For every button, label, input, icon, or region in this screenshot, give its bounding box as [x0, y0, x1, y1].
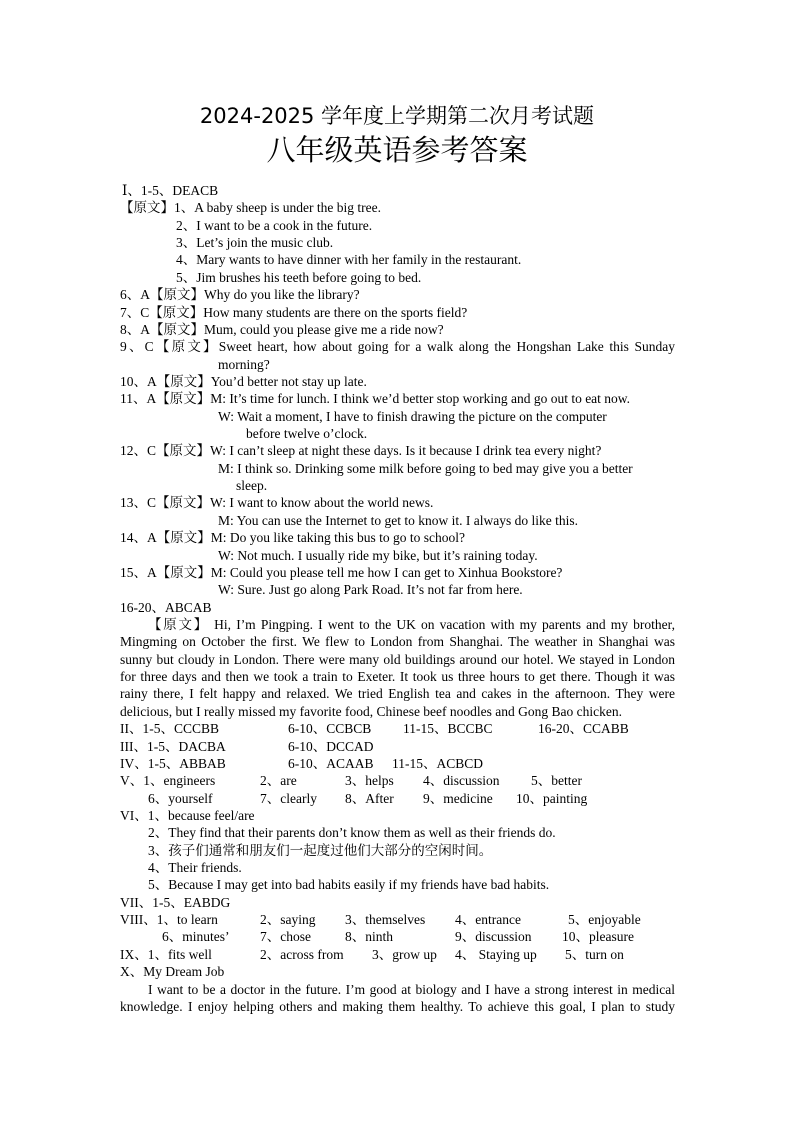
answer-item: 10、painting — [516, 790, 588, 806]
answer-item: 8、ninth — [345, 929, 394, 945]
question-8-answer: 8、A【原文】Mum, could you please give me a ride now? — [120, 321, 444, 337]
essay-line: knowledge. I enjoy helping others and making them healthy. To achieve this goal, I plan to study — [120, 998, 675, 1014]
part-10-heading: X、My Dream Job — [120, 964, 225, 980]
part-6-answer-2: 2、They find that their parents don’t know them as well as their friends do. — [148, 825, 556, 841]
question-12-dialog-line: M: I think so. Drinking some milk before going to bed may give you a better — [218, 460, 633, 476]
part-6-answer-1: VI、1、because feel/are — [120, 807, 255, 823]
part-5-answers-row-2 — [0, 790, 794, 807]
answer-item: VIII、1、to learn — [120, 912, 218, 928]
answer-item: 5、enjoyable — [568, 912, 641, 928]
answer-item: 5、turn on — [565, 946, 624, 962]
answer-item: 4、 Staying up — [455, 946, 537, 962]
answer-item: 3、themselves — [345, 912, 426, 928]
answer-item: 8、After — [345, 790, 394, 806]
answer-item: 2、across from — [260, 946, 344, 962]
part-6-answer-5: 5、Because I may get into bad habits easily if my friends have bad habits. — [148, 877, 550, 893]
answer-group: 11-15、BCCBC — [403, 721, 493, 737]
question-12-answer: 12、C【原文】W: I can’t sleep at night these days. Is it because I drink tea every night? — [120, 443, 602, 459]
question-15-dialog-line: W: Sure. Just go along Park Road. It’s not far from here. — [218, 582, 523, 598]
question-9-continuation: morning? — [218, 356, 270, 372]
answer-group: 16-20、CCABB — [538, 721, 629, 737]
essay-line: I want to be a doctor in the future. I’m good at biology and I have a strong interest in medical — [148, 981, 675, 997]
part-6-answer-3: 3、孩子们通常和朋友们一起度过他们大部分的空闲时间。 — [148, 842, 493, 858]
answer-key-body — [0, 182, 794, 1015]
answer-item: 4、discussion — [423, 773, 500, 789]
script-line-5: 5、Jim brushes his teeth before going to bed. — [176, 269, 422, 285]
part-7-answers: VII、1-5、EABDG — [120, 894, 231, 910]
passage-line: sunny but cloudy in London. There were many old buildings around our hotel. We stayed in London — [120, 651, 675, 667]
answer-item: 10、pleasure — [562, 929, 634, 945]
part-1-answers-16-20: 16-20、ABCAB — [120, 599, 212, 615]
answer-item: 7、chose — [260, 929, 311, 945]
answer-group: IV、1-5、ABBAB — [120, 755, 226, 771]
answer-item: 9、discussion — [455, 929, 532, 945]
question-7-answer: 7、C【原文】How many students are there on the sports field? — [120, 304, 468, 320]
passage-line: for three days and then we took a train to Exeter. It took us three hours to get there. Though it was — [120, 669, 675, 685]
question-6-answer: 6、A【原文】Why do you like the library? — [120, 287, 360, 303]
answer-group: 6-10、DCCAD — [288, 738, 374, 754]
answer-group: II、1-5、CCCBB — [120, 721, 220, 737]
answer-item: 6、yourself — [148, 790, 213, 806]
answer-item: 3、grow up — [372, 946, 437, 962]
answer-key-title: 八年级英语参考答案 — [266, 133, 528, 167]
passage-line: delicious, but I really missed my favorite food, Chinese beef noodles and Gong Bao chicken. — [120, 703, 622, 719]
answer-item: V、1、engineers — [120, 773, 216, 789]
answer-item: 3、helps — [345, 773, 394, 789]
question-10-answer: 10、A【原文】You’d better not stay up late. — [120, 373, 367, 389]
answer-item: 5、better — [531, 773, 582, 789]
question-11-continuation: before twelve o’clock. — [246, 426, 368, 442]
question-14-answer: 14、A【原文】M: Do you like taking this bus to go to school? — [120, 530, 465, 546]
part-2-answers — [0, 720, 794, 737]
answer-item: 7、clearly — [260, 790, 317, 806]
question-11-dialog-line: W: Wait a moment, I have to finish drawing the picture on the computer — [218, 408, 607, 424]
part-5-answers-row-1 — [0, 772, 794, 789]
part-9-answers — [0, 946, 794, 963]
answer-item: 9、medicine — [423, 790, 493, 806]
passage-line: 【原文】 Hi, I’m Pingping. I went to the UK on vacation with my parents and my brother, — [148, 616, 675, 632]
question-12-continuation: sleep. — [236, 478, 268, 494]
passage-line: Mingming on October the first. We flew to London from Shanghai. The weather in Shanghai was — [120, 634, 675, 650]
answer-group: III、1-5、DACBA — [120, 738, 226, 754]
part-3-answers — [0, 738, 794, 755]
question-14-dialog-line: W: Not much. I usually ride my bike, but it’s raining today. — [218, 547, 538, 563]
script-line-3: 3、Let’s join the music club. — [176, 235, 334, 251]
script-line-2: 2、I want to be a cook in the future. — [176, 217, 373, 233]
passage-line: rainy there, I felt happy and relaxed. We tried English tea and cakes in the afternoon. They were — [120, 686, 675, 702]
answer-group: 6-10、ACAAB — [288, 755, 374, 771]
part-6-answer-4: 4、Their friends. — [148, 860, 242, 876]
script-line-1: 【原文】1、A baby sheep is under the big tree. — [120, 200, 381, 216]
question-13-dialog-line: M: You can use the Internet to get to know it. I always do like this. — [218, 512, 578, 528]
answer-item: IX、1、fits well — [120, 946, 212, 962]
answer-item: 4、entrance — [455, 912, 521, 928]
question-13-answer: 13、C【原文】W: I want to know about the world news. — [120, 495, 434, 511]
part-8-answers-row-2 — [0, 928, 794, 945]
question-11-answer: 11、A【原文】M: It’s time for lunch. I think we’d better stop working and go out to eat now. — [120, 391, 631, 407]
script-line-4: 4、Mary wants to have dinner with her family in the restaurant. — [176, 252, 522, 268]
question-9-answer: 9、C【原文】Sweet heart, how about going for a walk along the Hongshan Lake this Sunday — [120, 339, 675, 355]
answer-item: 6、minutes’ — [162, 929, 230, 945]
answer-group: 6-10、CCBCB — [288, 721, 372, 737]
answer-group: 11-15、ACBCD — [392, 755, 484, 771]
part-4-answers — [0, 755, 794, 772]
part-8-answers-row-1 — [0, 911, 794, 928]
answer-item: 2、saying — [260, 912, 316, 928]
part-1-answers-1-5: Ⅰ、1-5、DEACB — [122, 183, 219, 198]
exam-title: 2024-2025 学年度上学期第二次月考试题 — [199, 104, 595, 128]
question-15-answer: 15、A【原文】M: Could you please tell me how I can get to Xinhua Bookstore? — [120, 564, 563, 580]
answer-item: 2、are — [260, 773, 297, 789]
